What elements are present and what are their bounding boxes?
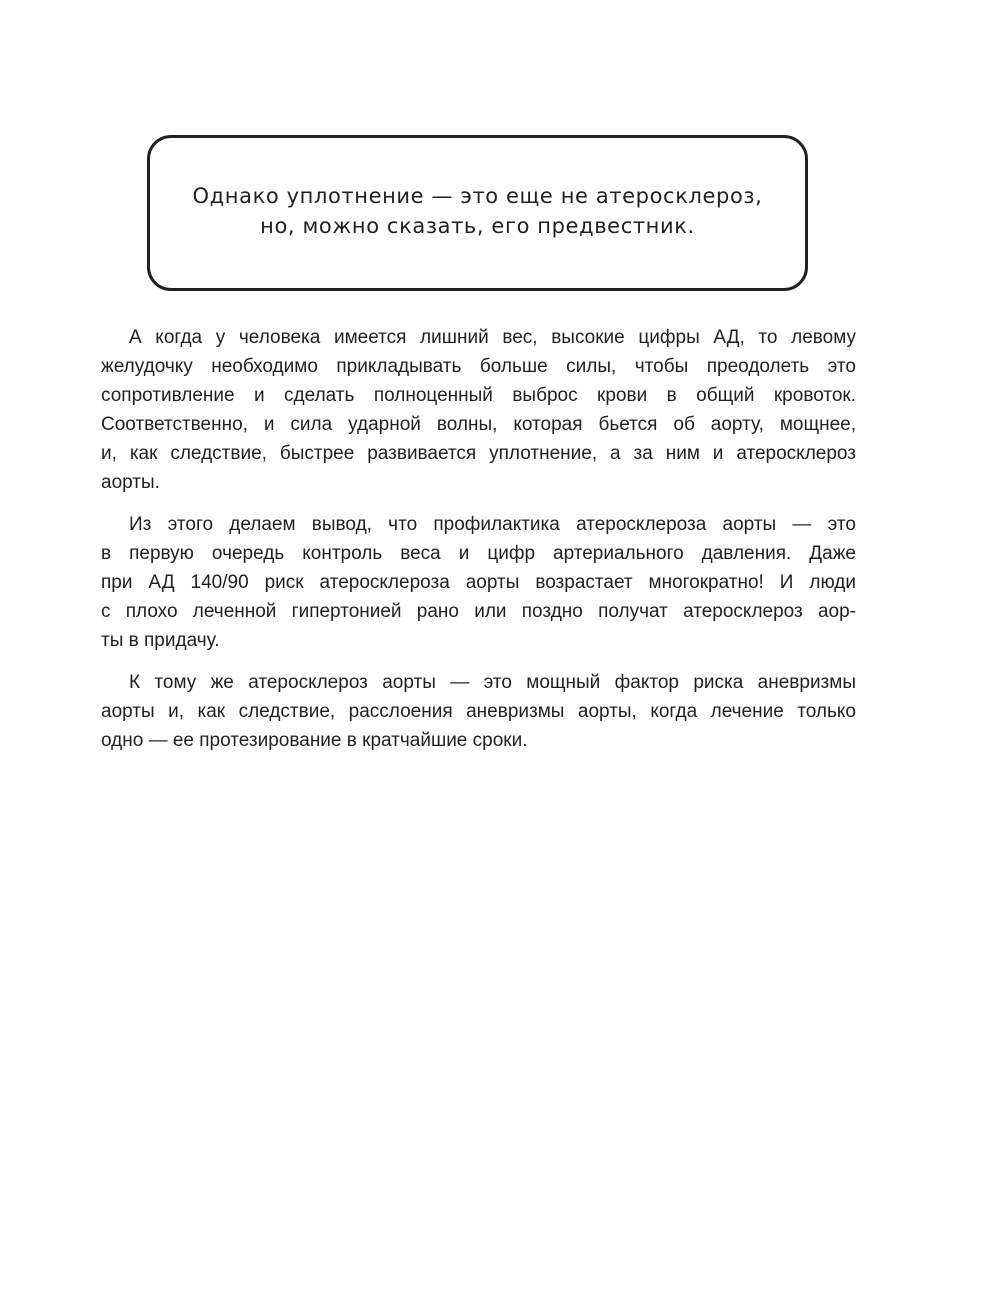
paragraph-line: и, как следствие, быстрее развивается уплотнение, а за ним и атеросклероз <box>101 443 856 464</box>
paragraph-line: аорты и, как следствие, расслоения аневризмы аорты, когда лечение только <box>101 701 856 722</box>
callout-box <box>147 135 808 291</box>
paragraph-3 <box>101 668 856 755</box>
paragraph-line: Соответственно, и сила ударной волны, которая бьется об аорту, мощнее, <box>101 414 856 435</box>
paragraph-line: одно — ее протезирование в кратчайшие сроки. <box>101 730 528 751</box>
callout-text <box>173 181 783 245</box>
paragraph-line: при АД 140/90 риск атеросклероза аорты возрастает многократно! И люди <box>101 572 856 593</box>
paragraph-1 <box>101 323 856 497</box>
paragraph-2 <box>101 510 856 655</box>
paragraph-line: Из этого делаем вывод, что профилактика атеросклероза аорты — это <box>129 514 856 535</box>
paragraph-line: в первую очередь контроль веса и цифр артериального давления. Даже <box>101 543 856 564</box>
body-text <box>101 323 856 768</box>
paragraph-line: с плохо леченной гипертонией рано или поздно получат атеросклероз аор- <box>101 601 856 622</box>
paragraph-line: желудочку необходимо прикладывать больше силы, чтобы преодолеть это <box>101 356 856 377</box>
paragraph-line: К тому же атеросклероз аорты — это мощный фактор риска аневризмы <box>129 672 856 693</box>
paragraph-line: сопротивление и сделать полноценный выброс крови в общий кровоток. <box>101 385 856 406</box>
paragraph-line: ты в придачу. <box>101 630 220 651</box>
paragraph-line: А когда у человека имеется лишний вес, высокие цифры АД, то левому <box>129 327 856 348</box>
paragraph-line: аорты. <box>101 472 160 493</box>
callout-line: но, можно сказать, его предвестник. <box>260 214 695 238</box>
callout-line: Однако уплотнение — это еще не атеросклероз, <box>192 184 763 208</box>
